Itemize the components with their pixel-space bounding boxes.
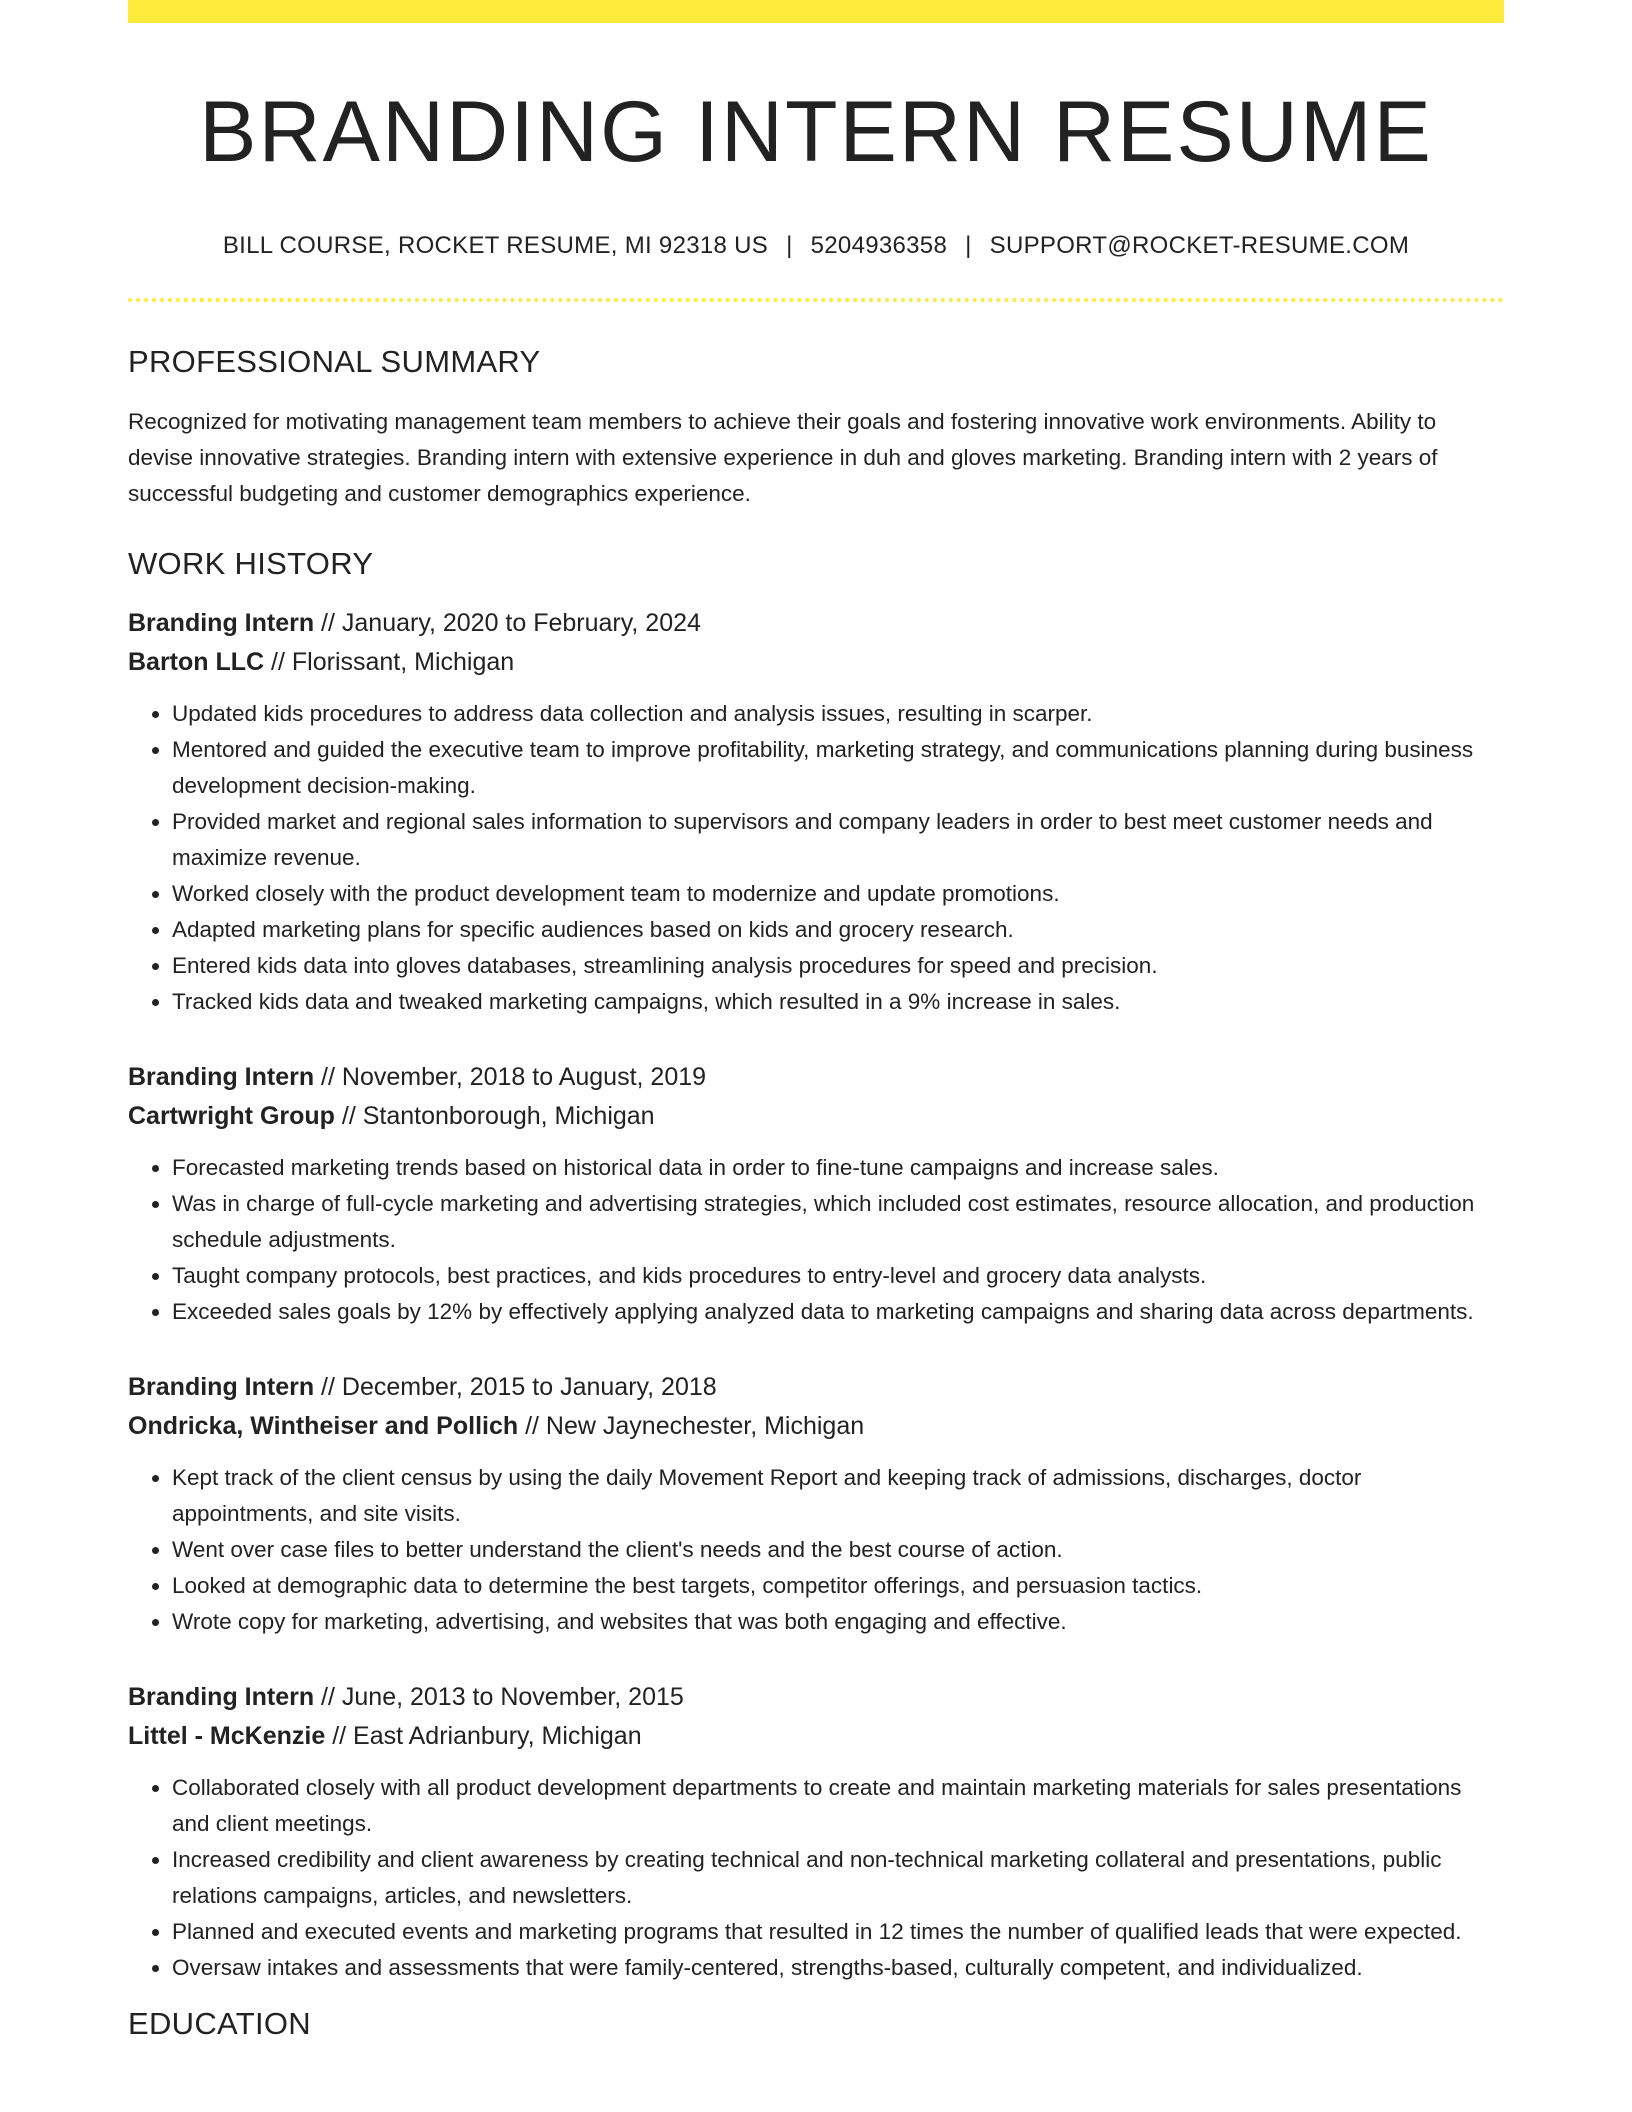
job-bullet: • Went over case files to better understand the client's needs and the best course of action. — [172, 1532, 1504, 1568]
contact-line — [128, 232, 1504, 260]
summary-text: Recognized for motivating management team members to achieve their goals and fostering innovative work environments. Ability to devise innovative strategies. Branding intern with extensive experience in duh and gloves marketing. Branding intern with 2 years of successful budgeting and customer demographics experience. — [128, 408, 1438, 506]
job-location: // East Adrianbury, Michigan — [325, 1721, 642, 1750]
job-company-line — [128, 1407, 1504, 1446]
job-bullet: • Oversaw intakes and assessments that were family-centered, strengths-based, culturally competent, and individualized. — [172, 1950, 1504, 1986]
job-bullet: • Collaborated closely with all product development departments to create and maintain marketing materials for sales presentations and client meetings. — [172, 1770, 1504, 1842]
job-bullet: • Wrote copy for marketing, advertising, and websites that was both engaging and effective. — [172, 1604, 1504, 1640]
education-heading: EDUCATION — [128, 2005, 311, 2041]
job-title-line — [128, 1678, 1504, 1717]
job-location: // Florissant, Michigan — [264, 647, 515, 676]
job-title: Branding Intern — [128, 1682, 315, 1711]
job-bullet: • Entered kids data into gloves databases, streamlining analysis procedures for speed and precision. — [172, 948, 1504, 984]
job-entry — [128, 1368, 1504, 1640]
work-history-heading: WORK HISTORY — [128, 545, 374, 581]
job-company-line — [128, 1097, 1504, 1136]
job-bullet: • Planned and executed events and marketing programs that resulted in 12 times the number of qualified leads that were expected. — [172, 1914, 1504, 1950]
work-history-list — [128, 604, 1504, 1986]
contact-phone: 5204936358 — [810, 231, 948, 259]
resume-page — [128, 0, 1504, 2042]
job-bullet: • Exceeded sales goals by 12% by effectively applying analyzed data to marketing campaigns and sharing data across departments. — [172, 1294, 1504, 1330]
job-entry — [128, 1058, 1504, 1330]
job-company: Barton LLC — [128, 647, 265, 676]
job-bullets — [128, 696, 1504, 1020]
page-title: BRANDING INTERN RESUME — [199, 84, 1433, 180]
job-bullet: • Forecasted marketing trends based on historical data in order to fine-tune campaigns and increase sales. — [172, 1150, 1504, 1186]
job-bullet: • Looked at demographic data to determine the best targets, competitor offerings, and persuasion tactics. — [172, 1568, 1504, 1604]
contact-separator: | — [965, 231, 972, 259]
job-bullet: • Taught company protocols, best practices, and kids procedures to entry-level and grocery data analysts. — [172, 1258, 1504, 1294]
job-bullets — [128, 1770, 1504, 1986]
job-title-line — [128, 1058, 1504, 1097]
job-bullet: • Tracked kids data and tweaked marketing campaigns, which resulted in a 9% increase in sales. — [172, 984, 1504, 1020]
job-bullets — [128, 1150, 1504, 1330]
job-dates: // November, 2018 to August, 2019 — [314, 1062, 707, 1091]
job-bullet: • Updated kids procedures to address data collection and analysis issues, resulting in scarper. — [172, 696, 1504, 732]
contact-address: BILL COURSE, ROCKET RESUME, MI 92318 US — [222, 231, 769, 259]
job-title: Branding Intern — [128, 608, 315, 637]
job-dates: // June, 2013 to November, 2015 — [314, 1682, 684, 1711]
job-bullet: • Provided market and regional sales information to supervisors and company leaders in order to best meet customer needs and maximize revenue. — [172, 804, 1504, 876]
job-entry — [128, 1678, 1504, 1986]
dotted-divider — [128, 298, 1504, 302]
contact-separator: | — [786, 231, 793, 259]
job-company: Cartwright Group — [128, 1101, 335, 1130]
job-bullet: • Increased credibility and client awareness by creating technical and non-technical marketing collateral and presentations, public relations campaigns, articles, and newsletters. — [172, 1842, 1504, 1914]
job-entry — [128, 604, 1504, 1020]
job-company-line — [128, 1717, 1504, 1756]
job-bullet: • Worked closely with the product development team to modernize and update promotions. — [172, 876, 1504, 912]
job-title: Branding Intern — [128, 1062, 315, 1091]
job-title-line — [128, 1368, 1504, 1407]
job-bullet: • Adapted marketing plans for specific audiences based on kids and grocery research. — [172, 912, 1504, 948]
job-bullets — [128, 1460, 1504, 1640]
job-dates: // December, 2015 to January, 2018 — [314, 1372, 717, 1401]
job-title: Branding Intern — [128, 1372, 315, 1401]
job-company-line — [128, 643, 1504, 682]
job-bullet: • Kept track of the client census by using the daily Movement Report and keeping track of admissions, discharges, doctor appointments, and site visits. — [172, 1460, 1504, 1532]
job-dates: // January, 2020 to February, 2024 — [314, 608, 701, 637]
summary-heading: PROFESSIONAL SUMMARY — [128, 343, 541, 379]
job-location: // New Jaynechester, Michigan — [518, 1411, 865, 1440]
top-accent-bar — [128, 0, 1504, 23]
job-company: Littel - McKenzie — [128, 1721, 326, 1750]
job-bullet: • Was in charge of full-cycle marketing and advertising strategies, which included cost estimates, resource allocation, and production schedule adjustments. — [172, 1186, 1504, 1258]
contact-email: SUPPORT@ROCKET-RESUME.COM — [989, 231, 1410, 259]
job-title-line — [128, 604, 1504, 643]
job-location: // Stantonborough, Michigan — [334, 1101, 655, 1130]
job-company: Ondricka, Wintheiser and Pollich — [128, 1411, 519, 1440]
job-bullet: • Mentored and guided the executive team to improve profitability, marketing strategy, and communications planning during business development decision-making. — [172, 732, 1504, 804]
